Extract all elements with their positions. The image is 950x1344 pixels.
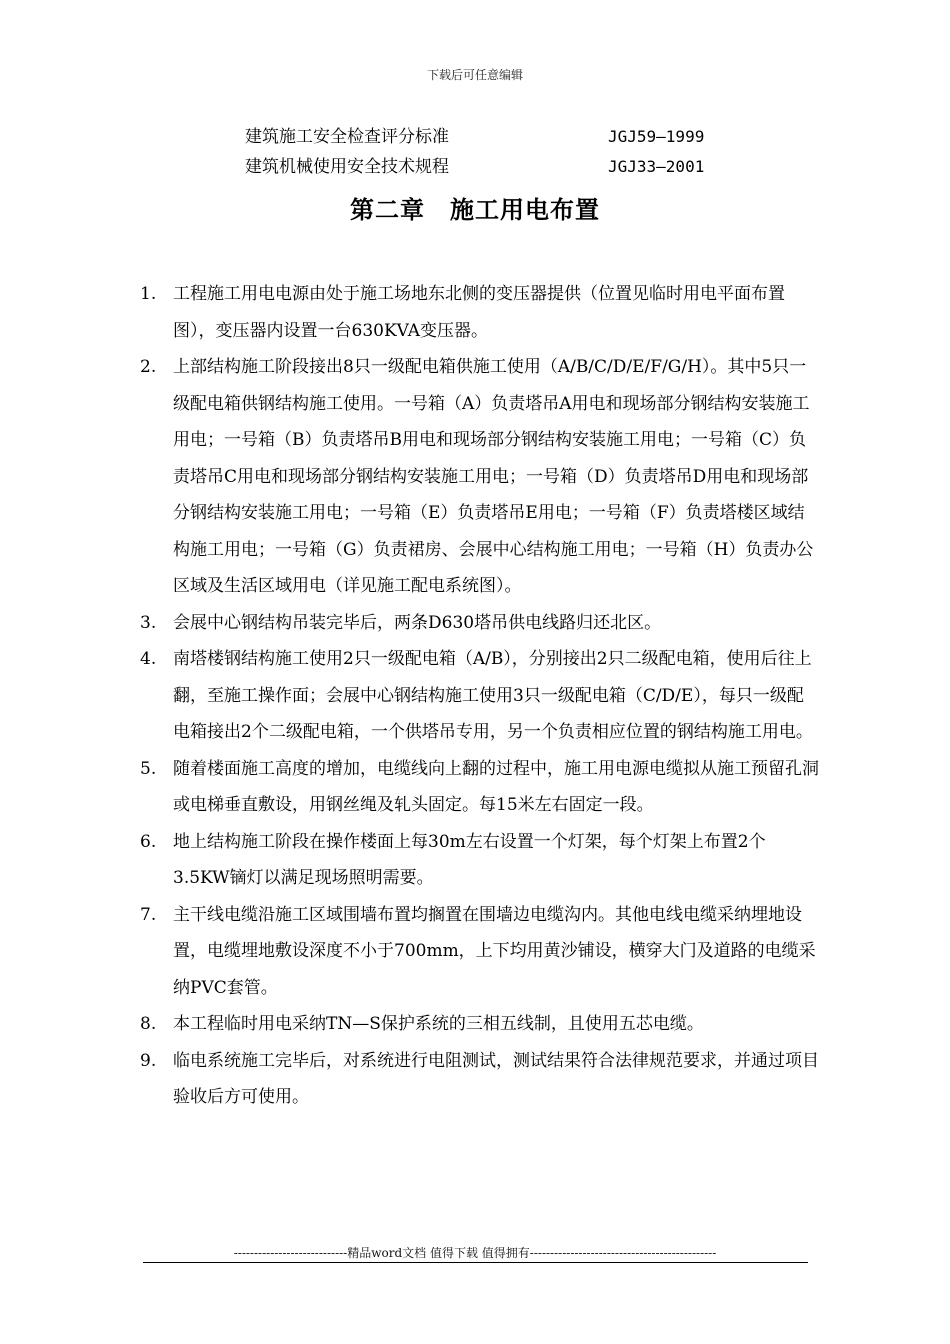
item-text: 南塔楼钢结构施工使用2只一级配电箱（A/B），分别接出2只二级配电箱，使用后往上翻，至施工操作面；会展中心钢结构施工使用3只一级配电箱（C/D/E），每只一级配电箱接出2个二级配电箱，一个供塔吊专用，另一个负责相应位置的钢结构施工用电。 [173,649,813,742]
item-text: 本工程临时用电采纳TN—S保护系统的三相五线制，且使用五芯电缆。 [173,1014,704,1034]
standard-row [245,152,765,182]
list-item [140,1006,820,1043]
chapter-title: 第二章 施工用电布置 [350,195,600,224]
standard-code: JGJ33—2001 [608,157,705,176]
list-item [140,897,820,1007]
list-item [140,349,820,605]
standards-list [245,122,765,182]
standard-name: 建筑施工安全检查评分标准 [245,127,449,147]
item-text: 主干线电缆沿施工区域围墙布置均搁置在围墙边电缆沟内。其他电线电缆采纳埋地设置，电缆埋地敷设深度不小于700mm，上下均用黄沙铺设，横穿大门及道路的电缆采纳PVC套管。 [173,904,816,998]
standard-name: 建筑机械使用安全技术规程 [245,157,449,177]
footer-rule [143,1262,808,1263]
list-item [140,1043,820,1116]
footer-text: ----------------------------精品word文档 值得下载 值得拥有---------------------------------------------- [233,1246,717,1260]
item-number: 9. [140,1050,157,1071]
item-text: 随着楼面施工高度的增加，电缆线向上翻的过程中，施工用电源电缆拟从施工预留孔洞或电梯垂直敷设，用钢丝绳及轧头固定。每15米左右固定一段。 [173,758,819,815]
item-number: 7. [140,904,157,925]
numbered-list [140,276,820,1116]
item-number: 5. [140,758,157,779]
item-text: 工程施工用电电源由处于施工场地东北侧的变压器提供（位置见临时用电平面布置图），变压器内设置一台630KVA变压器。 [173,284,785,341]
list-item [140,605,820,642]
item-number: 4. [140,649,157,669]
item-text: 地上结构施工阶段在操作楼面上每30m左右设置一个灯架，每个灯架上布置2个3.5KW镝灯以满足现场照明需要。 [173,831,766,888]
list-item [140,276,820,349]
header-note: 下载后可任意编辑 [426,68,523,82]
item-number: 2. [140,357,157,377]
item-number: 1. [140,284,157,304]
item-text: 会展中心钢结构吊装完毕后，两条D630塔吊供电线路归还北区。 [173,612,662,633]
standard-code: JGJ59—1999 [608,127,705,146]
item-text: 临电系统施工完毕后，对系统进行电阻测试，测试结果符合法律规范要求，并通过项目验收后方可使用。 [173,1050,819,1107]
item-number: 6. [140,831,157,852]
list-item [140,641,820,751]
item-number: 8. [140,1014,157,1034]
item-text: 上部结构施工阶段接出8只一级配电箱供施工使用（A/B/C/D/E/F/G/H）。其中5只一级配电箱供钢结构施工使用。一号箱（A）负责塔吊A用电和现场部分钢结构安装施工用电；一号箱（B）负责塔吊B用电和现场部分钢结构安装施工用电；一号箱（C）负责塔吊C用电和现场部分钢结构安装施工用电；一号箱（D）负责塔吊D用电和现场部分钢结构安装施工用电；一号箱（E）负责塔吊E用电；一号箱（F）负责塔楼区域结构施工用电；一号箱（G）负责裙房、会展中心结构施工用电；一号箱（H）负责办公区域及生活区域用电（详见施工配电系统图）。 [173,357,814,596]
list-item [140,751,820,824]
item-number: 3. [140,612,157,633]
list-item [140,824,820,897]
standard-row [245,122,765,152]
